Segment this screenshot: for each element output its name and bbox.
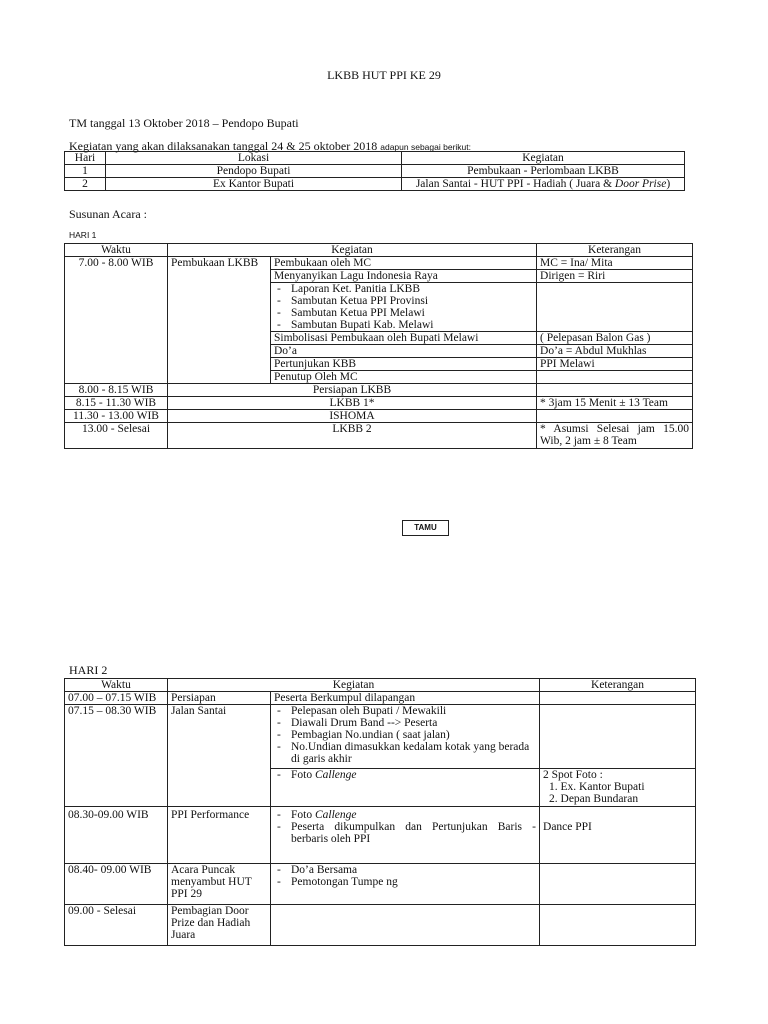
cell-keterangan [537, 371, 693, 384]
table-row [65, 807, 696, 864]
header-keterangan: Keterangan [537, 244, 693, 257]
cell-keterangan [540, 692, 696, 705]
header-lokasi: Lokasi [106, 152, 402, 165]
cell-waktu: 08.40- 09.00 WIB [65, 864, 168, 905]
table-row [65, 178, 685, 191]
cell-keterangan [537, 283, 693, 332]
cell-kegiatan: Persiapan LKBB [168, 384, 537, 397]
table-row [65, 257, 693, 270]
cell-waktu: 07.00 – 07.15 WIB [65, 692, 168, 705]
list-item: - Do’a Bersama [274, 864, 536, 876]
foto-list [274, 769, 536, 781]
cell-hari: 1 [65, 165, 106, 178]
schedule-overview-table [64, 151, 685, 191]
table-row [65, 397, 693, 410]
cell-kegiatan: Pembukaan - Perlombaan LKBB [402, 165, 685, 178]
kegiatan-intro-suffix: adapun sebagai berikut: [380, 142, 471, 152]
cell-keterangan: * 3jam 15 Menit ± 13 Team [537, 397, 693, 410]
table-header-row [65, 244, 693, 257]
list-item: - Sambutan Bupati Kab. Melawi [274, 319, 533, 331]
header-kegiatan: Kegiatan [168, 679, 540, 692]
cell-keterangan: ( Pelepasan Balon Gas ) [537, 332, 693, 345]
table-row [65, 905, 696, 946]
list-item: - Laporan Ket. Panitia LKBB [274, 283, 533, 295]
hari1-table [64, 243, 693, 449]
table-header-row [65, 679, 696, 692]
cell-hari: 2 [65, 178, 106, 191]
table-row [65, 423, 693, 449]
cell-kegiatan [402, 178, 685, 191]
performance-list [274, 809, 536, 845]
cell-kegiatan: LKBB 1* [168, 397, 537, 410]
table-row [65, 165, 685, 178]
cell-keterangan: MC = Ina/ Mita [537, 257, 693, 270]
header-kegiatan: Kegiatan [402, 152, 685, 165]
cell-keterangan [540, 705, 696, 769]
cell-keterangan [537, 410, 693, 423]
cell-waktu: 7.00 - 8.00 WIB [65, 257, 168, 384]
cell-kegiatan: Do’a [271, 345, 537, 358]
tm-line: TM tanggal 13 Oktober 2018 – Pendopo Bupati [69, 116, 299, 130]
cell-waktu: 8.00 - 8.15 WIB [65, 384, 168, 397]
cell-sub-kegiatan: Acara Puncak menyambut HUT PPI 29 [168, 864, 271, 905]
list-item: - Sambutan Ketua PPI Provinsi [274, 295, 533, 307]
cell-kegiatan: Menyanyikan Lagu Indonesia Raya [271, 270, 537, 283]
cell-kegiatan: Penutup Oleh MC [271, 371, 537, 384]
foto-text: Foto [291, 769, 313, 781]
foto-text: Foto [291, 809, 313, 821]
cell-waktu: 8.15 - 11.30 WIB [65, 397, 168, 410]
header-waktu: Waktu [65, 679, 168, 692]
header-kegiatan: Kegiatan [168, 244, 537, 257]
callenge-text: Callenge [314, 769, 357, 781]
table-row [65, 705, 696, 769]
header-waktu: Waktu [65, 244, 168, 257]
kegiatan-text: Jalan Santai - HUT PPI - Hadiah ( Juara & [415, 178, 613, 190]
hari1-label: HARI 1 [69, 230, 97, 240]
cell-waktu: 08.30-09.00 WIB [65, 807, 168, 864]
cell-keterangan [537, 384, 693, 397]
table-row [65, 384, 693, 397]
list-item: - Pelepasan oleh Bupati / Mewakili [274, 705, 536, 717]
cell-keterangan [540, 769, 696, 807]
hari2-table [64, 678, 696, 946]
header-keterangan: Keterangan [540, 679, 696, 692]
cell-kegiatan: LKBB 2 [168, 423, 537, 449]
cell-keterangan: Do’a = Abdul Mukhlas [537, 345, 693, 358]
jalan-santai-list [274, 705, 536, 765]
tamu-button[interactable]: TAMU [402, 520, 449, 536]
list-item: - No.Undian dimasukkan kedalam kotak yang berada di garis akhir [274, 741, 536, 765]
cell-keterangan [540, 905, 696, 946]
cell-kegiatan [271, 864, 540, 905]
cell-kegiatan [271, 769, 540, 807]
cell-kegiatan: Pertunjukan KBB [271, 358, 537, 371]
cell-kegiatan [271, 705, 540, 769]
cell-sub-kegiatan: PPI Performance [168, 807, 271, 864]
cell-kegiatan [271, 807, 540, 864]
header-hari: Hari [65, 152, 106, 165]
cell-keterangan: * Asumsi Selesai jam 15.00 Wib, 2 jam ± 8 Team [537, 423, 693, 449]
cell-kegiatan [271, 905, 540, 946]
cell-lokasi: Ex Kantor Bupati [106, 178, 402, 191]
cell-waktu: 09.00 - Selesai [65, 905, 168, 946]
cell-kegiatan: Peserta Berkumpul dilapangan [271, 692, 540, 705]
cell-sub-kegiatan: Pembukaan LKBB [168, 257, 271, 384]
table-row [65, 864, 696, 905]
susunan-label: Susunan Acara : [69, 207, 147, 221]
cell-kegiatan: ISHOMA [168, 410, 537, 423]
list-item: - Sambutan Ketua PPI Melawi [274, 307, 533, 319]
list-item: 2. Depan Bundaran [549, 793, 639, 805]
table-header-row [65, 152, 685, 165]
list-item: - Pemotongan Tumpe ng [274, 876, 536, 888]
list-item [274, 769, 536, 781]
door-prise-text: Door Prise [614, 178, 667, 190]
cell-keterangan: Dirigen = Riri [537, 270, 693, 283]
list-item: - Peserta dikumpulkan dan Pertunjukan Baris - berbaris oleh PPI [274, 821, 536, 845]
list-item: 1. Ex. Kantor Bupati [549, 781, 645, 793]
hari2-label: HARI 2 [69, 663, 108, 677]
cell-sub-kegiatan: Persiapan [168, 692, 271, 705]
callenge-text: Callenge [314, 809, 357, 821]
page-title: LKBB HUT PPI KE 29 [327, 68, 441, 82]
cell-kegiatan: Pembukaan oleh MC [271, 257, 537, 270]
acara-puncak-list [274, 864, 536, 888]
cell-keterangan: Dance PPI [540, 807, 696, 864]
cell-lokasi: Pendopo Bupati [106, 165, 402, 178]
cell-kegiatan: Simbolisasi Pembukaan oleh Bupati Melawi [271, 332, 537, 345]
cell-kegiatan [271, 283, 537, 332]
list-item: - Diawali Drum Band --> Peserta [274, 717, 536, 729]
spot-foto-list [543, 781, 692, 805]
table-row [65, 410, 693, 423]
cell-keterangan [540, 864, 696, 905]
spot-foto-title: 2 Spot Foto : [543, 769, 603, 781]
cell-sub-kegiatan: Pembagian Door Prize dan Hadiah Juara [168, 905, 271, 946]
cell-sub-kegiatan: Jalan Santai [168, 705, 271, 807]
cell-waktu: 13.00 - Selesai [65, 423, 168, 449]
sambutan-list [274, 283, 533, 331]
cell-keterangan: PPI Melawi [537, 358, 693, 371]
cell-waktu: 07.15 – 08.30 WIB [65, 705, 168, 807]
kegiatan-intro-text: Kegiatan yang akan dilaksanakan tanggal 24 & 25 oktober 2018 [69, 139, 378, 153]
table-row [65, 692, 696, 705]
list-item [274, 809, 536, 821]
list-item: - Pembagian No.undian ( saat jalan) [274, 729, 536, 741]
kegiatan-close: ) [666, 178, 671, 190]
cell-waktu: 11.30 - 13.00 WIB [65, 410, 168, 423]
